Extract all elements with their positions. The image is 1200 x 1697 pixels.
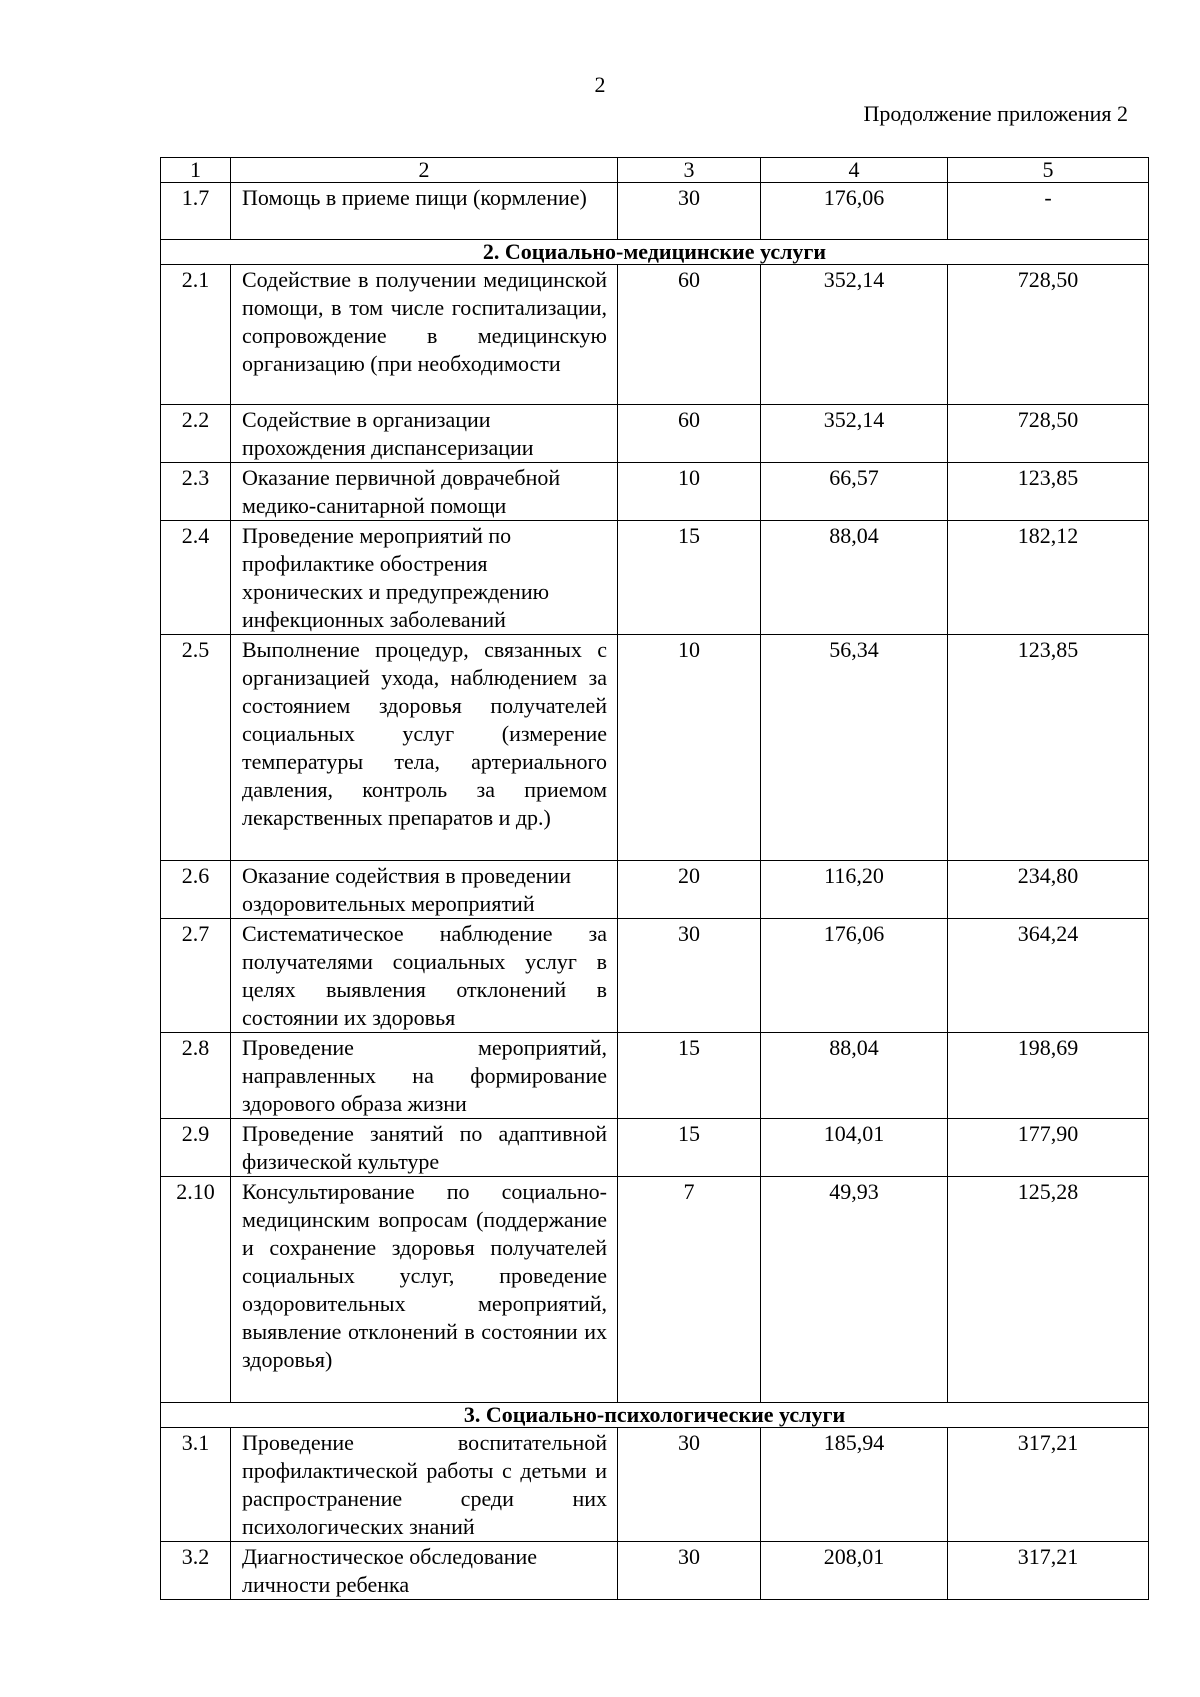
- table-row: [161, 1033, 1149, 1119]
- row-number: 2.8: [161, 1033, 231, 1119]
- column-4-value: 208,01: [761, 1542, 948, 1600]
- row-number: 2.10: [161, 1177, 231, 1403]
- column-3-value: 30: [618, 1428, 761, 1542]
- service-name: Содействие в организации прохождения диспансеризации: [231, 405, 618, 463]
- column-4-value: 66,57: [761, 463, 948, 521]
- column-4-value: 88,04: [761, 1033, 948, 1119]
- service-name: Систематическое наблюдение за получателями социальных услуг в целях выявления отклонений в состоянии их здоровья: [231, 919, 618, 1033]
- table-row: [161, 463, 1149, 521]
- column-4-value: 185,94: [761, 1428, 948, 1542]
- service-name: Проведение воспитательной профилактической работы с детьми и распространение среди них психологических знаний: [231, 1428, 618, 1542]
- service-name: Помощь в приеме пищи (кормление): [231, 183, 618, 240]
- section-row: [161, 1403, 1149, 1428]
- table-row: [161, 1119, 1149, 1177]
- header-cell: 4: [761, 158, 948, 183]
- row-number: 2.9: [161, 1119, 231, 1177]
- table-row: [161, 405, 1149, 463]
- column-3-value: 30: [618, 919, 761, 1033]
- service-name: Выполнение процедур, связанных с организацией ухода, наблюдением за состоянием здоровья получателей социальных услуг (измерение температуры тела, артериального давления, контроль за приемом лекарственных препаратов и др.): [231, 635, 618, 861]
- page-number: 2: [594, 72, 606, 97]
- column-5-value: 234,80: [948, 861, 1149, 919]
- service-name: Диагностическое обследование личности ребенка: [231, 1542, 618, 1600]
- service-name: Консультирование по социально-медицинским вопросам (поддержание и сохранение здоровья получателей социальных услуг, проведение оздоровительных мероприятий, выявление отклонений в состоянии их здоровья): [231, 1177, 618, 1403]
- service-name: Оказание первичной доврачебной медико-санитарной помощи: [231, 463, 618, 521]
- row-number: 2.3: [161, 463, 231, 521]
- service-name: Проведение мероприятий, направленных на формирование здорового образа жизни: [231, 1033, 618, 1119]
- table-row: [161, 919, 1149, 1033]
- row-number: 2.1: [161, 265, 231, 405]
- column-5-value: 317,21: [948, 1428, 1149, 1542]
- column-4-value: 88,04: [761, 521, 948, 635]
- service-name: Содействие в получении медицинской помощи, в том числе госпитализации, сопровождение в медицинскую организацию (при необходимости: [231, 265, 618, 405]
- table-row: [161, 635, 1149, 861]
- column-3-value: 15: [618, 1033, 761, 1119]
- section-row: [161, 240, 1149, 265]
- column-5-value: 182,12: [948, 521, 1149, 635]
- row-number: 3.1: [161, 1428, 231, 1542]
- column-5-value: 364,24: [948, 919, 1149, 1033]
- column-3-value: 20: [618, 861, 761, 919]
- table-row: [161, 1428, 1149, 1542]
- column-4-value: 176,06: [761, 183, 948, 240]
- column-4-value: 49,93: [761, 1177, 948, 1403]
- column-4-value: 352,14: [761, 405, 948, 463]
- column-4-value: 56,34: [761, 635, 948, 861]
- column-3-value: 15: [618, 1119, 761, 1177]
- column-3-value: 10: [618, 463, 761, 521]
- column-3-value: 60: [618, 265, 761, 405]
- column-5-value: -: [948, 183, 1149, 240]
- table-row: [161, 861, 1149, 919]
- column-3-value: 10: [618, 635, 761, 861]
- column-5-value: 177,90: [948, 1119, 1149, 1177]
- table-row: [161, 183, 1149, 240]
- section-title: 3. Социально-психологические услуги: [161, 1403, 1149, 1428]
- column-3-value: 7: [618, 1177, 761, 1403]
- service-name: Оказание содействия в проведении оздоровительных мероприятий: [231, 861, 618, 919]
- row-number: 2.7: [161, 919, 231, 1033]
- column-5-value: 123,85: [948, 463, 1149, 521]
- table-row: [161, 265, 1149, 405]
- column-5-value: 125,28: [948, 1177, 1149, 1403]
- row-number: 2.4: [161, 521, 231, 635]
- header-cell: 5: [948, 158, 1149, 183]
- header-cell: 2: [231, 158, 618, 183]
- column-4-value: 352,14: [761, 265, 948, 405]
- column-5-value: 728,50: [948, 265, 1149, 405]
- table-row: [161, 1542, 1149, 1600]
- continuation-heading: Продолжение приложения 2: [863, 101, 1128, 126]
- row-number: 1.7: [161, 183, 231, 240]
- column-5-value: 728,50: [948, 405, 1149, 463]
- service-name: Проведение занятий по адаптивной физической культуре: [231, 1119, 618, 1177]
- column-4-value: 176,06: [761, 919, 948, 1033]
- column-4-value: 116,20: [761, 861, 948, 919]
- column-3-value: 15: [618, 521, 761, 635]
- column-3-value: 30: [618, 183, 761, 240]
- services-table: [160, 157, 1149, 1600]
- row-number: 2.6: [161, 861, 231, 919]
- header-cell: 1: [161, 158, 231, 183]
- column-3-value: 60: [618, 405, 761, 463]
- column-5-value: 198,69: [948, 1033, 1149, 1119]
- service-name: Проведение мероприятий по профилактике обострения хронических и предупреждению инфекционных заболеваний: [231, 521, 618, 635]
- table-row: [161, 521, 1149, 635]
- header-cell: 3: [618, 158, 761, 183]
- row-number: 3.2: [161, 1542, 231, 1600]
- column-3-value: 30: [618, 1542, 761, 1600]
- column-5-value: 123,85: [948, 635, 1149, 861]
- table-row: [161, 1177, 1149, 1403]
- section-title: 2. Социально-медицинские услуги: [161, 240, 1149, 265]
- table-header-row: [161, 158, 1149, 183]
- column-5-value: 317,21: [948, 1542, 1149, 1600]
- column-4-value: 104,01: [761, 1119, 948, 1177]
- row-number: 2.5: [161, 635, 231, 861]
- row-number: 2.2: [161, 405, 231, 463]
